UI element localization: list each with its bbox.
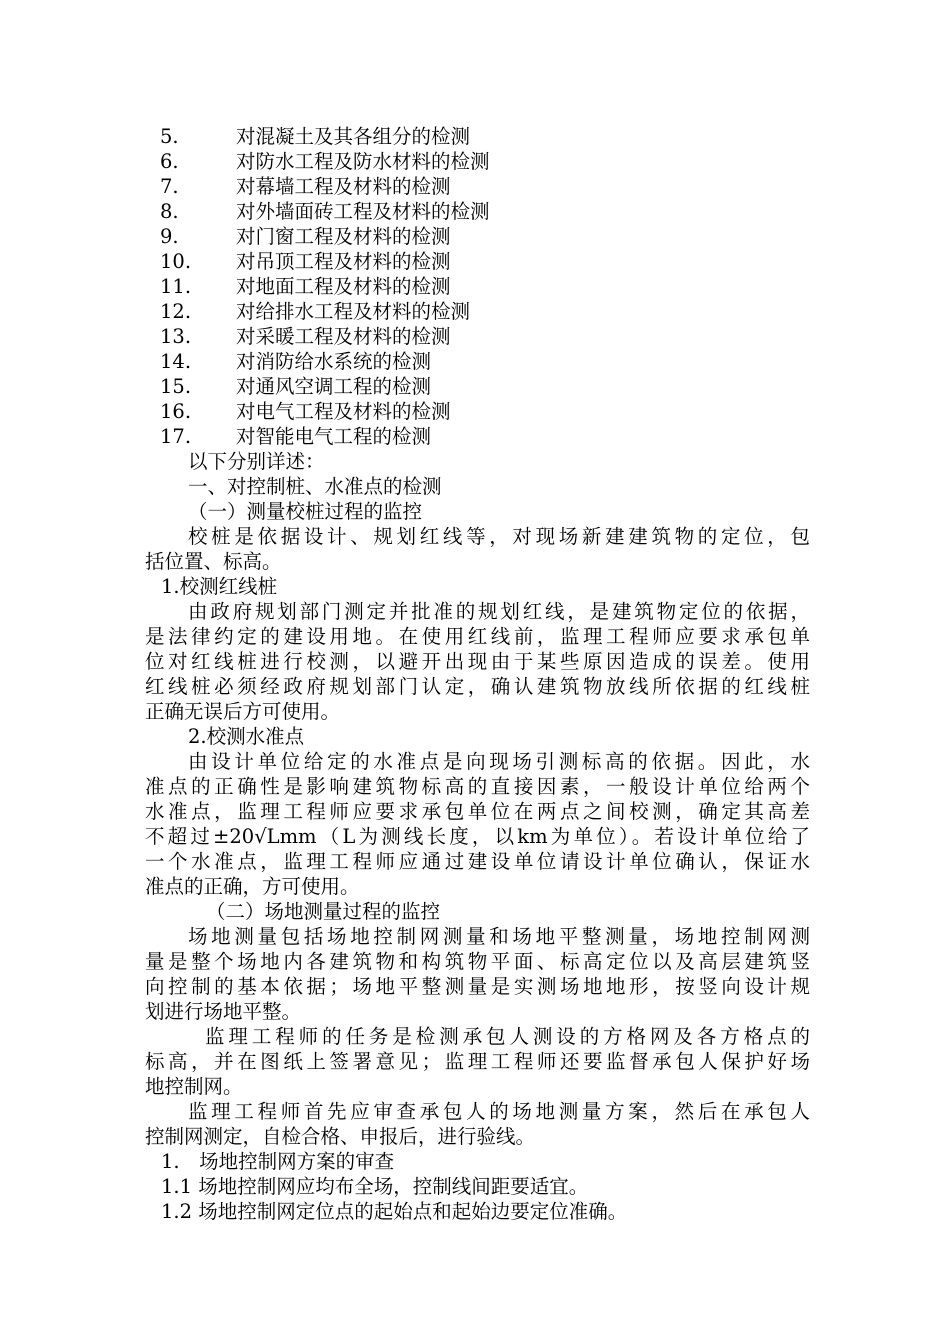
list-item-text: 对电气工程及材料的检测 — [236, 400, 451, 423]
list-item-text: 对采暖工程及材料的检测 — [236, 325, 451, 348]
inspection-item-list — [0, 124, 950, 449]
list-item — [0, 124, 950, 149]
paragraph-line: 量是整个场地内各建筑物和构筑物平面、标高定位以及高层建筑竖 — [145, 950, 810, 973]
paragraph-line: 括位置、标高。 — [145, 550, 282, 573]
list-item-text: 对门窗工程及材料的检测 — [236, 225, 451, 248]
paragraph-line: 准点的正确，方可使用。 — [145, 875, 360, 898]
list-item-number: 5. — [160, 125, 179, 148]
paragraph-line: 地控制网。 — [145, 1075, 243, 1098]
paragraph-line: 标高，并在图纸上签署意见；监理工程师还要监督承包人保护好场 — [145, 1050, 810, 1073]
list-item-number: 16. — [160, 400, 192, 423]
item-heading: 1. 场地控制网方案的审查 — [161, 1150, 395, 1173]
list-item — [0, 224, 950, 249]
list-item — [0, 299, 950, 324]
paragraph-line: 监理工程师首先应审查承包人的场地测量方案，然后在承包人 — [188, 1100, 810, 1123]
paragraph-line: 划进行场地平整。 — [145, 1000, 302, 1023]
paragraph-line: 监理工程师的任务是检测承包人测设的方格网及各方格点的 — [205, 1025, 810, 1048]
subsection-heading: （二）场地测量过程的监控 — [206, 900, 441, 923]
list-item-number: 15. — [160, 375, 192, 398]
list-item-number: 12. — [160, 300, 192, 323]
paragraph-line: 一个水准点，监理工程师应通过建设单位请设计单位确认，保证水 — [145, 850, 810, 873]
list-item-text: 对外墙面砖工程及材料的检测 — [236, 200, 490, 223]
list-item-text: 对地面工程及材料的检测 — [236, 275, 451, 298]
list-item-text: 对消防给水系统的检测 — [236, 350, 432, 373]
list-item-number: 7. — [160, 175, 179, 198]
list-item-number: 10. — [160, 250, 192, 273]
list-item — [0, 274, 950, 299]
list-item-number: 9. — [160, 225, 179, 248]
list-item-text: 对防水工程及防水材料的检测 — [236, 150, 490, 173]
paragraph-line: 不超过±20√Lmm（L为测线长度，以km为单位）。若设计单位给了 — [145, 825, 810, 848]
sub-item-line: 1.1 场地控制网应均布全场，控制线间距要适宜。 — [161, 1175, 589, 1198]
subsection-heading: （一）测量校桩过程的监控 — [188, 500, 423, 523]
document-body — [145, 449, 810, 1224]
list-item-number: 17. — [160, 425, 192, 448]
list-item — [0, 174, 950, 199]
paragraph-line: 红线桩必须经政府规划部门认定，确认建筑物放线所依据的红线桩 — [145, 675, 810, 698]
list-item-text: 对通风空调工程的检测 — [236, 375, 432, 398]
list-item — [0, 399, 950, 424]
list-item — [0, 324, 950, 349]
list-item-number: 8. — [160, 200, 179, 223]
item-heading: 2.校测水准点 — [188, 725, 305, 748]
paragraph-line: 准点的正确性是影响建筑物标高的直接因素，一般设计单位给两个 — [145, 775, 810, 798]
item-heading: 1.校测红线桩 — [161, 575, 278, 598]
paragraph-line: 校桩是依据设计、规划红线等，对现场新建建筑物的定位，包 — [188, 525, 810, 548]
paragraph-line: 正确无误后方可使用。 — [145, 700, 341, 723]
sub-item-line: 1.2 场地控制网定位点的起始点和起始边要定位准确。 — [161, 1200, 628, 1223]
paragraph-line: 水准点，监理工程师应要求承包单位在两点之间校测，确定其高差 — [145, 800, 810, 823]
list-item — [0, 149, 950, 174]
list-item-text: 对吊顶工程及材料的检测 — [236, 250, 451, 273]
list-item-number: 6. — [160, 150, 179, 173]
list-item-number: 13. — [160, 325, 192, 348]
paragraph-line: 位对红线桩进行校测，以避开出现由于某些原因造成的误差。使用 — [145, 650, 810, 673]
paragraph-line: 由政府规划部门测定并批准的规划红线，是建筑物定位的依据， — [188, 600, 810, 623]
paragraph-line: 向控制的基本依据；场地平整测量是实测场地地形，按竖向设计规 — [145, 975, 810, 998]
list-item — [0, 424, 950, 449]
list-item — [0, 374, 950, 399]
paragraph-line: 是法律约定的建设用地。在使用红线前，监理工程师应要求承包单 — [145, 625, 810, 648]
list-item-text: 对幕墙工程及材料的检测 — [236, 175, 451, 198]
list-item-number: 14. — [160, 350, 192, 373]
intro-line: 以下分别详述： — [188, 450, 325, 473]
list-item-text: 对给排水工程及材料的检测 — [236, 300, 471, 323]
paragraph-line: 控制网测定，自检合格、申报后，进行验线。 — [145, 1125, 536, 1148]
paragraph-line: 场地测量包括场地控制网测量和场地平整测量，场地控制网测 — [188, 925, 810, 948]
list-item — [0, 249, 950, 274]
list-item-number: 11. — [160, 275, 192, 298]
section-heading: 一、对控制桩、水准点的检测 — [188, 475, 442, 498]
list-item-text: 对智能电气工程的检测 — [236, 425, 432, 448]
list-item — [0, 199, 950, 224]
list-item — [0, 349, 950, 374]
paragraph-line: 由设计单位给定的水准点是向现场引测标高的依据。因此，水 — [188, 750, 810, 773]
list-item-text: 对混凝土及其各组分的检测 — [236, 125, 471, 148]
